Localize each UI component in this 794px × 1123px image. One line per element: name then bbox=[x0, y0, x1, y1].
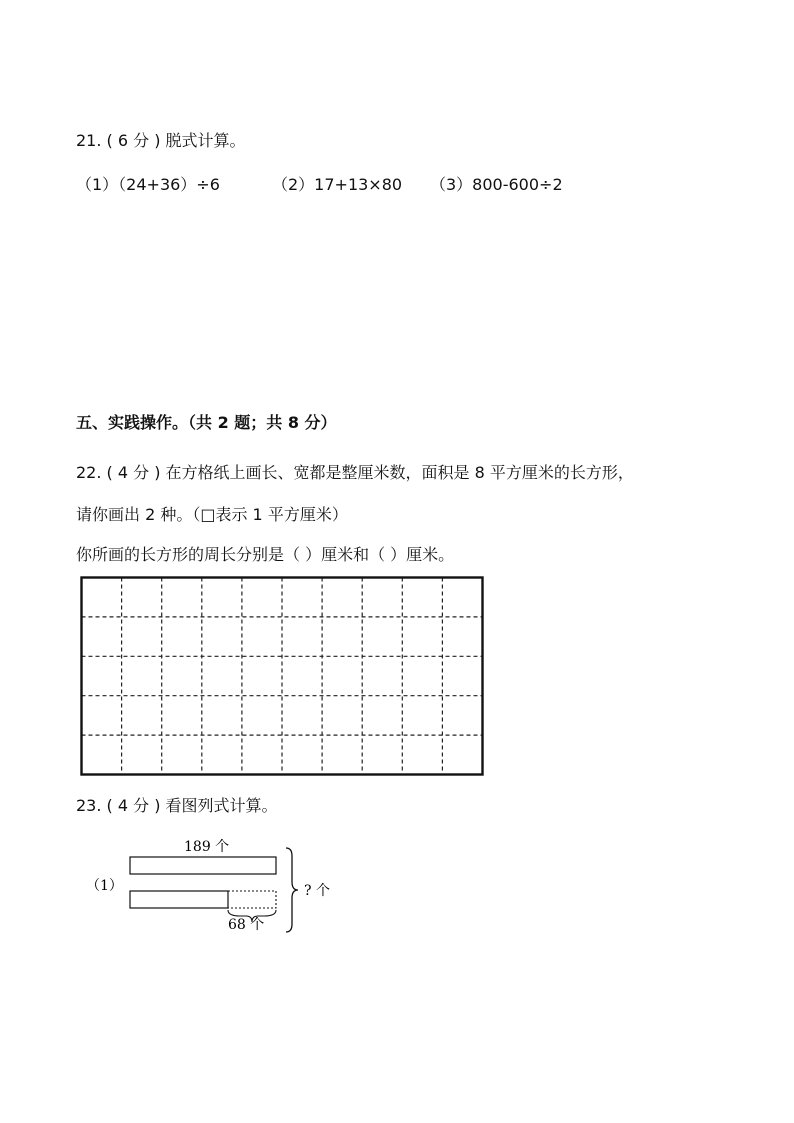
section-title: 五、实践操作。（共 2 题；共 8 分） bbox=[76, 413, 337, 432]
bottom-bar-dotted bbox=[228, 891, 276, 908]
question-22-line2: 请你画出 2 种。（□表示 1 平方厘米） bbox=[76, 505, 348, 524]
right-brace bbox=[286, 848, 298, 932]
line-segment-figure bbox=[80, 834, 360, 944]
question-21-title: 21. ( 6 分 ) 脱式计算。 bbox=[76, 131, 246, 150]
question-22-line3: 你所画的长方形的周长分别是（ ）厘米和（ ）厘米。 bbox=[76, 545, 455, 564]
total-label: ? 个 bbox=[304, 883, 330, 899]
calc-item-2: （2）17+13×80 bbox=[272, 175, 403, 194]
part-label: （1） bbox=[86, 878, 123, 894]
question-22-line1: 22. ( 4 分 ) 在方格纸上画长、宽都是整厘米数，面积是 8 平方厘米的长方形， bbox=[76, 463, 634, 482]
grid-svg[interactable] bbox=[80, 576, 484, 776]
grid-paper[interactable] bbox=[80, 576, 484, 776]
calc-item-1: （1）（24+36）÷6 bbox=[76, 175, 220, 194]
bottom-label: 68 个 bbox=[228, 917, 265, 933]
segment-diagram bbox=[80, 834, 360, 944]
bottom-bar-solid bbox=[130, 891, 228, 908]
calc-item-3: （3）800-600÷2 bbox=[430, 175, 563, 194]
top-bar bbox=[130, 857, 276, 874]
top-label: 189 个 bbox=[184, 839, 230, 855]
question-23-title: 23. ( 4 分 ) 看图列式计算。 bbox=[76, 796, 278, 815]
